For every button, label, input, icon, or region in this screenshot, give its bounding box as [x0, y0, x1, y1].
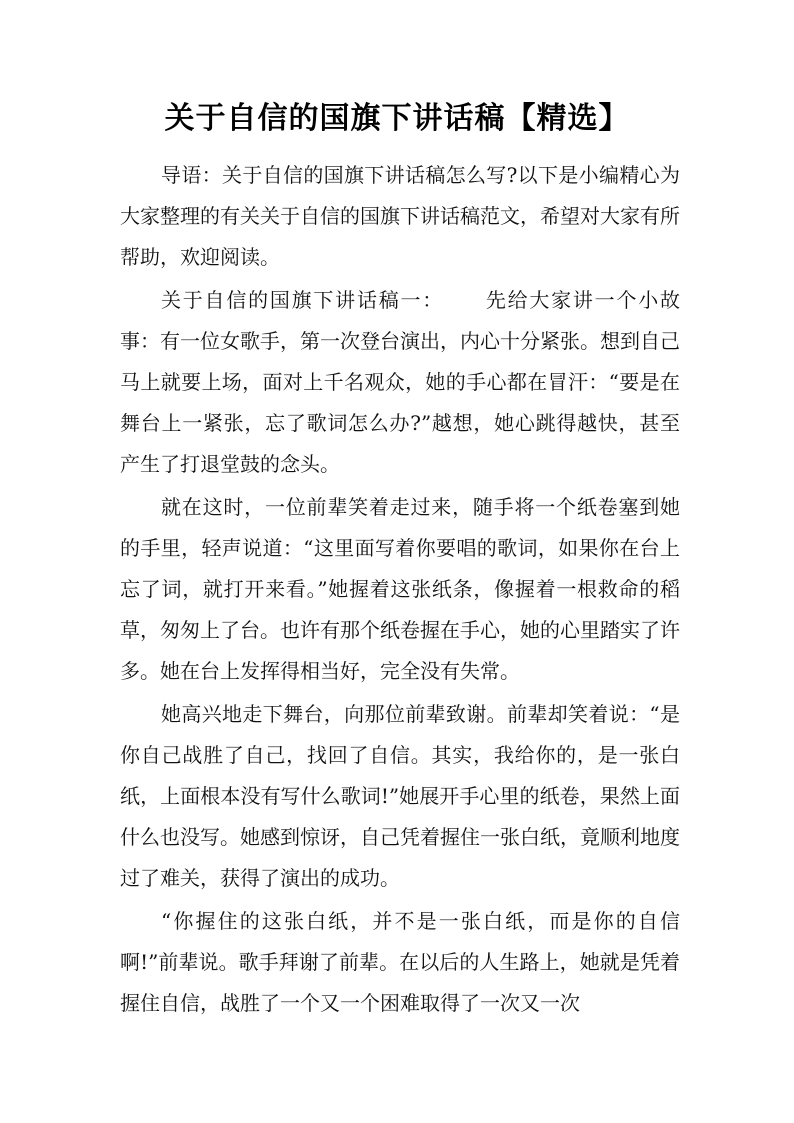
story-paragraph-1-text: 先给大家讲一个小故事：有一位女歌手，第一次登台演出，内心十分紧张。想到自己马上就要上场，面对上千名观众，她的手心都在冒汗：“要是在舞台上一紧张，忘了歌词怎么办?”越想，她心跳得越快，甚至产生了打退堂鼓的念头。	[120, 288, 681, 476]
story-paragraph-1	[120, 280, 680, 485]
story-paragraph-2: 就在这时，一位前辈笑着走过来，随手将一个纸卷塞到她的手里，轻声说道：“这里面写着你要唱的歌词，如果你在台上忘了词，就打开来看。”她握着这张纸条，像握着一根救命的稻草，匆匆上了台。也许有那个纸卷握在手心，她的心里踏实了许多。她在台上发挥得相当好，完全没有失常。	[120, 495, 680, 683]
story-paragraph-4: “你握住的这张白纸，并不是一张白纸，而是你的自信啊!”前辈说。歌手拜谢了前辈。在以后的人生路上，她就是凭着握住自信，战胜了一个又一个困难取得了一次又一次	[120, 909, 680, 1015]
section-heading: 关于自信的国旗下讲话稿一：	[161, 288, 445, 312]
story-paragraph-3: 她高兴地走下舞台，向那位前辈致谢。前辈却笑着说：“是你自己战胜了自己，找回了自信。其实，我给你的，是一张白纸，上面根本没有写什么歌词!”她展开手心里的纸卷，果然上面什么也没写。她感到惊讶，自己凭着握住一张白纸，竟顺利地度过了难关，获得了演出的成功。	[120, 702, 680, 890]
intro-paragraph: 导语：关于自信的国旗下讲话稿怎么写?以下是小编精心为大家整理的有关关于自信的国旗下讲话稿范文，希望对大家有所帮助，欢迎阅读。	[120, 163, 680, 269]
document-title: 关于自信的国旗下讲话稿【精选】	[164, 101, 630, 136]
document-body	[120, 155, 680, 1026]
